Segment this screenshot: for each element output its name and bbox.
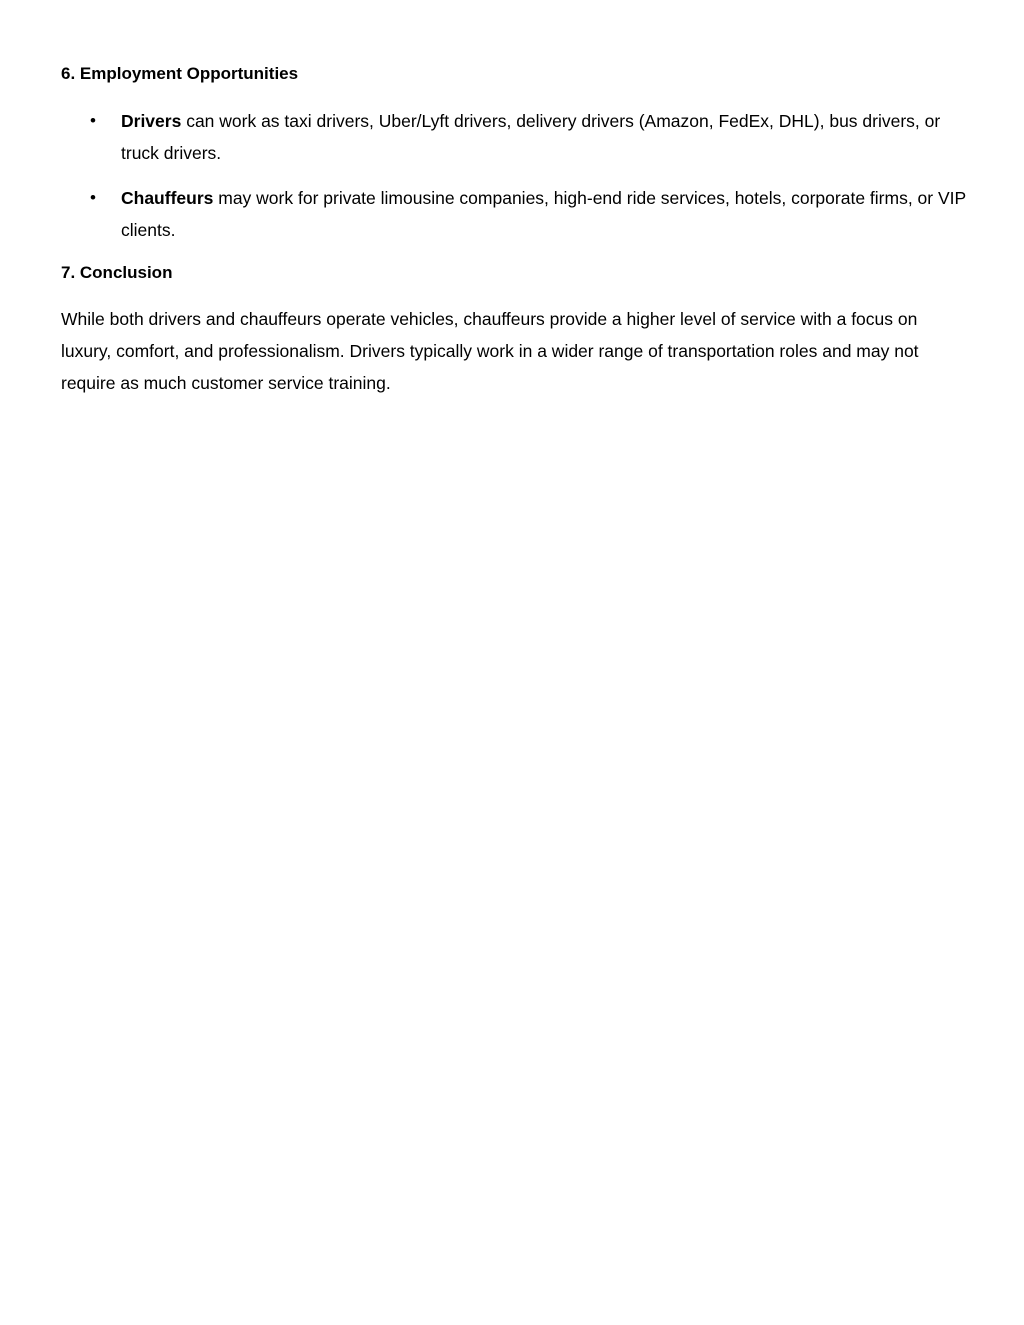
term-chauffeurs: Chauffeurs xyxy=(121,188,214,208)
bullet-icon: • xyxy=(90,188,96,207)
term-drivers: Drivers xyxy=(121,111,182,131)
employment-list xyxy=(61,105,966,246)
document-content xyxy=(61,60,966,399)
item-text-drivers: can work as taxi drivers, Uber/Lyft drivers, delivery drivers (Amazon, FedEx, DHL), bus drivers, or truck drivers. xyxy=(121,111,941,163)
conclusion-paragraph: While both drivers and chauffeurs operate vehicles, chauffeurs provide a higher level of service with a focus on luxury, comfort, and professionalism. Drivers typically work in a wider range of transportation roles and may not require as much customer service training. xyxy=(61,309,919,393)
bullet-icon: • xyxy=(90,111,96,130)
item-text-chauffeurs: may work for private limousine companies, high-end ride services, hotels, corporate firms, or VIP clients. xyxy=(121,188,966,240)
section-heading-conclusion: 7. Conclusion xyxy=(61,263,173,282)
section-heading-employment-opportunities: 6. Employment Opportunities xyxy=(61,64,299,83)
list-item-chauffeurs xyxy=(61,182,966,246)
list-item-drivers xyxy=(61,105,966,169)
